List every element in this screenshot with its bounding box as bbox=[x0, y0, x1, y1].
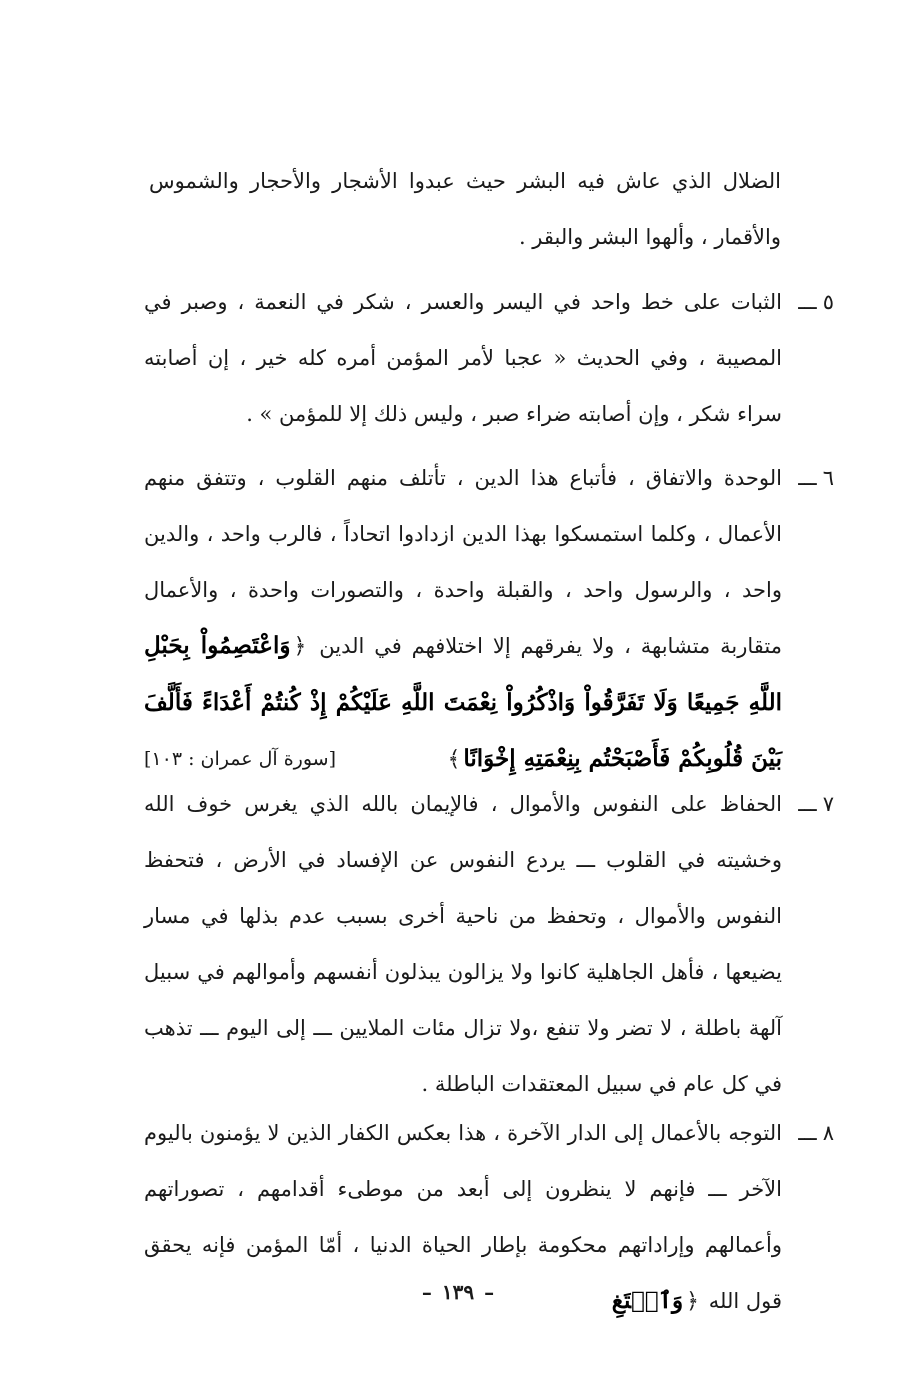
list-item-5 bbox=[144, 274, 834, 442]
page-number bbox=[0, 1272, 916, 1312]
page-number-value: ١٣٩ bbox=[441, 1280, 475, 1304]
quran-open-bracket-2: ﴿ bbox=[686, 1289, 700, 1314]
item-text-5: الثبات على خط واحد في اليسر والعسر ، شكر في النعمة ، وصبر في المصيبة ، وفي الحديث « عجبا لأمر المؤمن أمره كله خير ، إن أصابته سراء شكر ، وإن أصابته ضراء صبر ، وليس ذلك إلا للمؤمن » . bbox=[144, 290, 782, 426]
item-text-7: الحفاظ على النفوس والأموال ، فالإيمان بالله الذي يغرس خوف الله وخشيته في القلوب ـــ يردع النفوس عن الإفساد في الأرض ، فتحفظ النفوس والأموال ، وتحفظ من ناحية أخرى بسبب عدم بذلها في مسار يضيعها ، فأهل الجاهلية كانوا ولا يزالون يبذلون أنفسهم وأموالهم في سبيل آلهة باطلة ، لا تضر ولا تنفع ،ولا تزال مئات الملايين ـــ إلى اليوم ـــ تذهب في كل عام في سبيل المعتقدات الباطلة . bbox=[144, 792, 782, 1096]
item-text-6: الوحدة والاتفاق ، فأتباع هذا الدين ، تأتلف منهم القلوب ، وتتفق منهم الأعمال ، وكلما استمسكوا بهذا الدين ازدادوا اتحاداً ، فالرب واحد ، والدين واحد ، والرسول واحد ، والقبلة واحدة ، والتصورات واحدة ، والأعمال متقاربة متشابهة ، ولا يفرقهم إلا اختلافهم في الدين bbox=[144, 466, 782, 658]
list-item-6 bbox=[144, 450, 834, 788]
item-number-8: ٨ـــ bbox=[798, 1121, 834, 1145]
quran-verse-2: وَٱبۡتَغِ bbox=[611, 1287, 684, 1314]
item-number-5: ٥ـــ bbox=[798, 290, 834, 314]
item-number-6: ٦ـــ bbox=[798, 466, 834, 490]
intro-text: الضلال الذي عاش فيه البشر حيث عبدوا الأشجار والأحجار والشموس والأقمار ، وألهوا البشر والبقر . bbox=[149, 169, 781, 249]
item-number-7: ٧ـــ bbox=[798, 792, 834, 816]
intro-paragraph bbox=[149, 153, 781, 265]
page-number-dash-right: – bbox=[484, 1280, 495, 1304]
item-text-8: التوجه بالأعمال إلى الدار الآخرة ، هذا بعكس الكفار الذين لا يؤمنون باليوم الآخر ـــ فإنهم لا ينظرون إلى أبعد من موطىء أقدامهم ، تصوراتهم وأعمالهم وإراداتهم محكومة بإطار الحياة الدنيا ، أمّا المؤمن فإنه يحقق قول الله bbox=[144, 1121, 782, 1313]
list-item-7 bbox=[144, 776, 834, 1112]
quran-open-bracket: ﴿ bbox=[293, 634, 307, 659]
quran-close-bracket: ﴾ bbox=[447, 747, 461, 772]
quran-verse: وَاعْتَصِمُواْ بِحَبْلِ اللَّهِ جَمِيعًا وَلَا تَفَرَّقُواْ وَاذْكُرُواْ نِعْمَتَ اللَّهِ عَلَيْكُمْ إِذْ كُنتُمْ أَعْدَاءً فَأَلَّفَ بَيْنَ قُلُوبِكُمْ فَأَصْبَحْتُم بِنِعْمَتِهِ إِخْوَانًا bbox=[144, 632, 782, 772]
page-number-dash-left: – bbox=[421, 1280, 432, 1304]
surah-reference: [سورة آل عمران : ١٠٣] bbox=[144, 748, 337, 770]
